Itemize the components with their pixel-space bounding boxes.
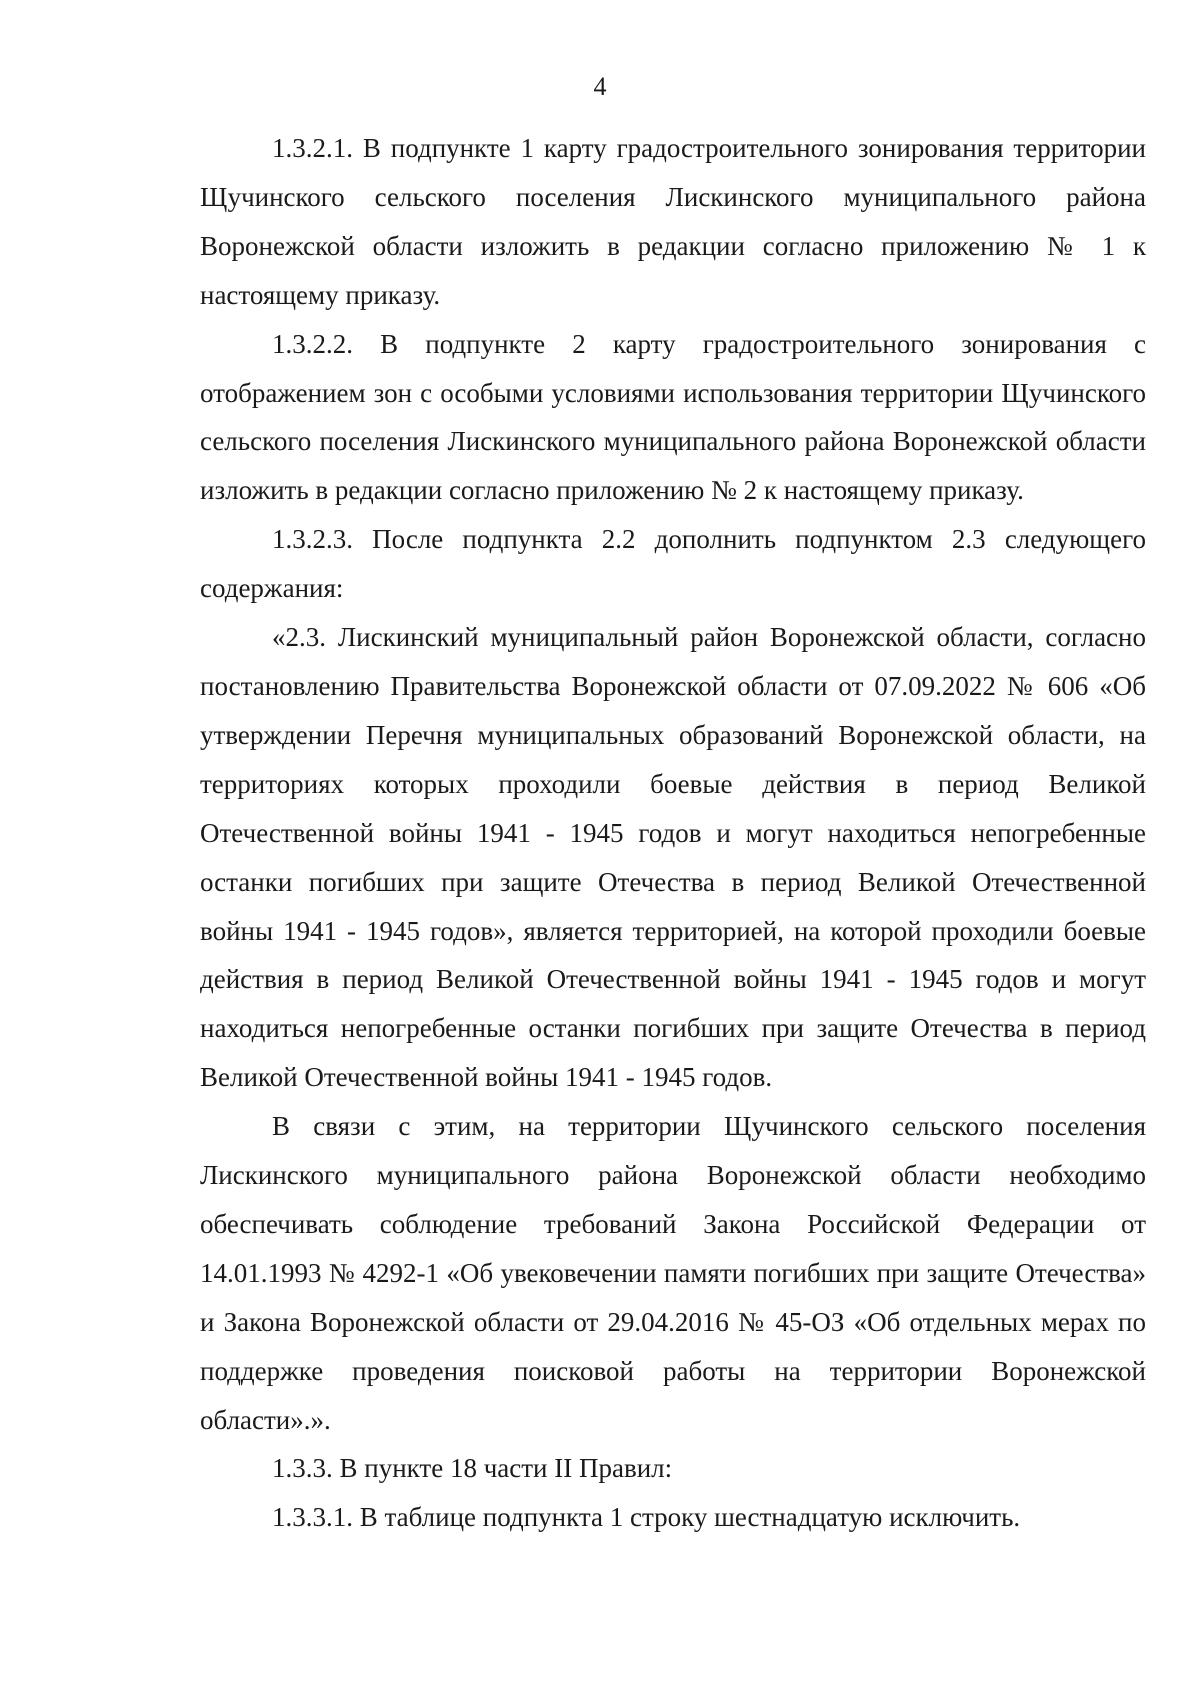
- paragraph-1-3-3: 1.3.3. В пункте 18 части II Правил:: [272, 1453, 673, 1484]
- paragraph-1-3-3-1: 1.3.3.1. В таблице подпункта 1 строку шестнадцатую исключить.: [272, 1502, 1021, 1533]
- page-number: 4: [593, 72, 607, 101]
- document-body: [200, 124, 1146, 1542]
- paragraph-1-3-2-1: 1.3.2.1. В подпункте 1 карту градостроительного зонирования территории Щучинского сельского поселения Лискинского муниципального района Воронежской области изложить в редакции согласно приложению № 1 к настоящему приказу.: [200, 133, 1146, 310]
- paragraph-1-3-2-3: 1.3.2.3. После подпункта 2.2 дополнить подпунктом 2.3 следующего содержания:: [200, 524, 1146, 604]
- paragraph-2-3-quote: «2.3. Лискинский муниципальный район Воронежской области, согласно постановлению Правительства Воронежской области от 07.09.2022 № 606 «Об утверждении Перечня муниципальных образований Воронежской области, на территориях которых проходили боевые действия в период Великой Отечественной войны 1941 - 1945 годов и могут находиться непогребенные останки погибших при защите Отечества в период Великой Отечественной войны 1941 - 1945 годов», является территорией, на которой проходили боевые действия в период Великой Отечественной войны 1941 - 1945 годов и могут находиться непогребенные останки погибших при защите Отечества в период Великой Отечественной войны 1941 - 1945 годов.: [200, 622, 1146, 1093]
- paragraph-requirements: В связи с этим, на территории Щучинского сельского поселения Лискинского муниципального района Воронежской области необходимо обеспечивать соблюдение требований Закона Российской Федерации от 14.01.1993 № 4292-1 «Об увековечении памяти погибших при защите Отечества» и Закона Воронежской области от 29.04.2016 № 45-ОЗ «Об отдельных мерах по поддержке проведения поисковой работы на территории Воронежской области».».: [200, 1111, 1146, 1435]
- paragraph-1-3-2-2: 1.3.2.2. В подпункте 2 карту градостроительного зонирования с отображением зон с особыми условиями использования территории Щучинского сельского поселения Лискинского муниципального района Воронежской области изложить в редакции согласно приложению № 2 к настоящему приказу.: [200, 328, 1146, 506]
